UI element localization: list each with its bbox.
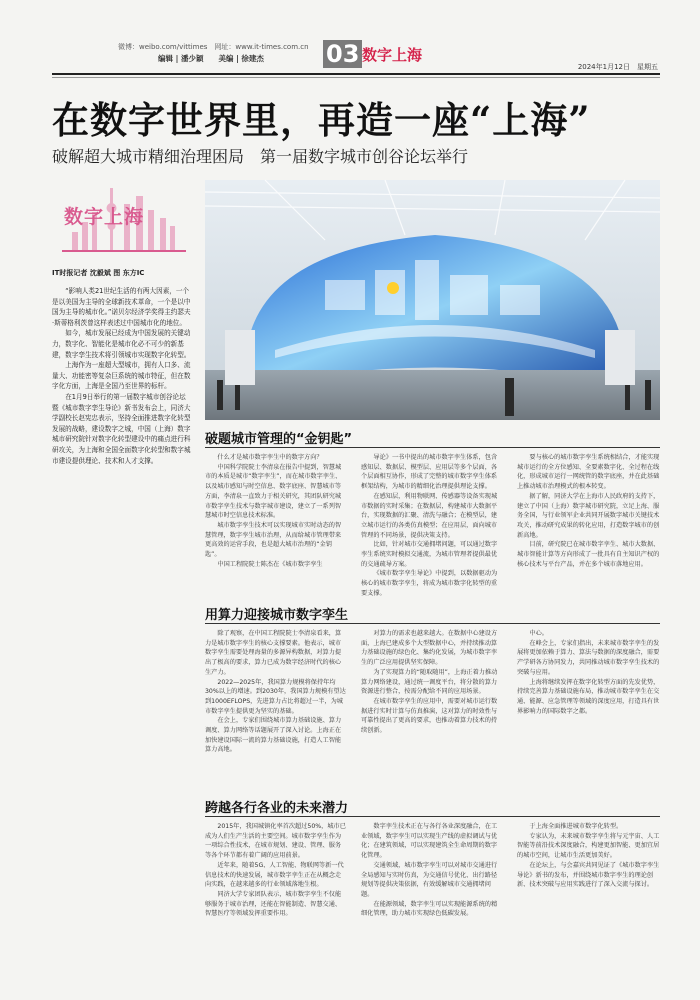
body-paragraph: 上海将继续发挥在数字化转型方面的先发优势，持续完善算力基础设施布局，推动城市数字孪生在交通、能源、应急管理等领域的深度应用，打造具有世界影响力的国际数字之都。 xyxy=(517,678,660,715)
body-paragraph: 比如，针对城市交通拥堵问题，可以通过数字孪生系统实时模拟交通流，为城市管理者提供最优的交通疏导方案。 xyxy=(361,541,498,568)
section-2-column-1 xyxy=(205,629,347,785)
lead-paragraph: “影响人类21世纪生活的有两大因素，一个是以美国为主导的全球新技术革命，一个是以中国为主导的城市化。”诺贝尔经济学奖得主约瑟夫·斯蒂格利茨曾这样表述过中国城市化的地位。 xyxy=(52,287,191,327)
lead-column xyxy=(52,286,192,466)
masthead-rule-thin xyxy=(52,77,660,78)
section-1-column-2 xyxy=(361,453,503,597)
section-3-column-2 xyxy=(361,822,503,990)
body-paragraph: 城市数字孪生技术可以实现城市实时动态的智慧管理，数字孪生城市治理，从而给城市管理带来更高效的运营手段，也是超大城市治理的“金钥匙”。 xyxy=(205,521,342,559)
body-paragraph: 什么才是城市数字孪生中的数字方向？ xyxy=(217,454,323,461)
exhibition-hall-image xyxy=(205,180,660,420)
body-paragraph: 在会上，专家们围绕城市算力基础设施、算力调度、算力网络等话题展开了深入讨论。上海正在加快建设国际一流的算力基础设施，打造人工智能算力高地。 xyxy=(205,717,342,754)
body-paragraph: 中国工程院院士陈杰在《城市数字孪生 xyxy=(217,560,323,568)
body-paragraph: 在能源领域，数字孪生可以实现能源系统的精细化管理，助力城市实现绿色低碳发展。 xyxy=(361,900,498,918)
masthead-editors: 编辑 | 潘少颖 美编 | 徐建杰 xyxy=(158,54,264,63)
section-title-3: 跨越各行各业的未来潜力 xyxy=(205,801,349,816)
body-paragraph: 近年来，随着5G、人工智能、物联网等新一代信息技术的快速发展，城市数字孪生正在从概念走向实践，在越来越多的行业领域落地生根。 xyxy=(205,861,344,889)
body-paragraph: 除了观察，在中国工程院院士李清泉看来，算力是城市数字孪生的核心支撑要素。他表示，城市数字孪生需要处理海量的多源异构数据，对算力提出了极高的要求，算力已成为数字经济时代的核心生产力。 xyxy=(205,630,342,676)
body-paragraph: 在感知层，利用物联网、传感器等设备实现城市数据的实时采集；在数据层，构建城市大数据平台，实现数据的汇聚、清洗与融合；在模型层，建立城市运行的各类仿真模型；在应用层，面向城市管理的不同场景，提供决策支持。 xyxy=(361,492,498,539)
body-paragraph: 2015年，我国城镇化率首次超过50%，城市已成为人们生产生活的主要空间。城市数字孪生作为一项综合性技术，在城市规划、建设、管理、服务等各个环节都有着广阔的应用前景。 xyxy=(205,823,346,860)
body-paragraph: 要与核心的城市数字孪生系统相结合，才能实现城市运行的全方位感知、全要素数字化、全过程在线化，形成城市运行一网统管的数字底座，并在此基础上推动城市治理模式的根本转变。 xyxy=(517,454,660,491)
lead-paragraph: 在1月9日举行的第一届数字城市创谷论坛暨《城市数字孪生导论》新书发布会上，同济大学副校长赵宪忠表示，坚持全面推进数字化转型发展的战略，建设数字之城，中国（上海）数字城市研究院针对数字化转型建设中的痛点进行科研攻关，为上海和全国全面数字化转型和数字城市建设提供理论、技术和人才支撑。 xyxy=(52,392,191,465)
issue-date: 2024年1月12日 星期五 xyxy=(577,63,658,71)
section-3-column-1 xyxy=(205,822,347,990)
section-2-column-2 xyxy=(361,629,503,785)
section-1-column-3 xyxy=(517,453,660,585)
body-paragraph: 在城市数字孪生的应用中，需要对城市运行数据进行实时计算与仿真推演，这对算力的时效性与可靠性提出了更高的要求，也推动着算力技术的持续创新。 xyxy=(361,697,498,735)
body-paragraph: 在峰会上，专家们指出，未来城市数字孪生的发展将更加依赖于算力、算法与数据的深度融合，需要产学研各方协同发力，共同推动城市数字孪生技术的突破与应用。 xyxy=(517,639,660,676)
section-title-1: 破题城市管理的“金钥匙” xyxy=(205,432,353,447)
section-rule xyxy=(205,447,660,448)
body-paragraph: 《城市数字孪生导论》中提到，以数据驱动为核心的城市数字孪生，将成为城市数字化转型的重要支撑。 xyxy=(361,570,498,597)
body-paragraph: 据了解，同济大学在上海市人民政府的支持下，建立了中国（上海）数字城市研究院，立足上海、服务全国，与行业领军企业共同开展数字城市关键技术攻关，推动研究成果的转化应用，打造数字城市的创新高地。 xyxy=(517,492,660,539)
section-3-column-3 xyxy=(517,822,660,990)
section-1-column-1 xyxy=(205,453,347,585)
body-paragraph: 中心。 xyxy=(529,630,548,637)
masthead-rule xyxy=(52,73,660,75)
byline: IT时报记者 沈毅斌 图 东方IC xyxy=(52,269,145,277)
body-paragraph: 数字孪生技术正在与各行各业深度融合，在工业领域，数字孪生可以实现生产线的虚拟调试与优化；在建筑领域，可以实现建筑全生命周期的数字化管理。 xyxy=(361,823,498,860)
section-title-2: 用算力迎接城市数字孪生 xyxy=(205,608,349,623)
body-paragraph: 中国科学院院士李清泉在报告中提到，智慧城市的本质是城市“数字孪生”，而在城市数字孪生、以及城市感知与时空信息、数字底座、智慧城市等方面，李清泉一直致力于相关研究，其团队研究城市数字孪生技术与数字城市建设，建立了一系列智慧城市时空信息技术标准。 xyxy=(205,463,342,520)
section-name: 数字上海 xyxy=(362,46,423,64)
masthead-web: 微博：weibo.com/vittimes 网址：www.it-times.com.cn xyxy=(118,43,309,51)
body-paragraph: 于上海全面推进城市数字化转型。 xyxy=(529,823,623,830)
masthead xyxy=(118,40,658,72)
exhibition-photo xyxy=(205,180,660,420)
lead-paragraph: 如今，城市发展已经成为中国发展的关键动力，数字化、智能化是城市化必不可少的新基建，数字孪生技术将引领城市实现数字化转型。 xyxy=(52,329,191,359)
subhead: 破解超大城市精细治理困局 第一届数字城市创谷论坛举行 xyxy=(52,147,469,166)
headline: 在数字世界里，再造一座“上海” xyxy=(52,98,591,142)
body-paragraph: 对算力的需求也越来越大。在数据中心建设方面，上海已建成多个大型数据中心，并持续推动算力基础设施的绿色化、集约化发展，为城市数字孪生的广泛应用提供坚实保障。 xyxy=(361,630,498,667)
body-paragraph: 2022—2025年，我国算力规模将保持年均30%以上的增速。到2030年，我国算力规模有望达到1000EFLOPS，先进算力占比将超过一半，为城市数字孪生提供更为坚实的基础。 xyxy=(205,678,346,715)
body-paragraph: 导论》一书中提出的城市数字孪生体系，包含感知层、数据层、模型层、应用层等多个层面，各个层面相互协作，形成了完整的城市数字孪生体系框架结构，为城市的精细化治理提供理论支撑。 xyxy=(361,454,498,491)
page-number: 03 xyxy=(323,40,362,68)
body-paragraph: 专家认为，未来城市数字孪生将与元宇宙、人工智能等前沿技术深度融合，构建更加智能、更加宜居的城市空间，让城市生活更加美好。 xyxy=(517,832,660,860)
section-2-column-3 xyxy=(517,629,660,785)
section-logo xyxy=(52,182,196,260)
section-rule xyxy=(205,816,660,817)
body-paragraph: 为了实现算力的“随取随用”，上海正着力推动算力网络建设，通过统一调度平台，将分散的算力资源进行整合，按需分配给不同的应用场景。 xyxy=(361,668,498,696)
body-paragraph: 交通领域，城市数字孪生可以对城市交通进行全局感知与实时仿真，为交通信号优化、出行路径规划等提供决策依据，有效缓解城市交通拥堵问题。 xyxy=(361,861,498,898)
lead-paragraph: 上海作为一座超大型城市，拥有人口多、流量大、功能密等复杂巨系统的城市特征，但在数字化方面，上海是全国乃至世界的标杆。 xyxy=(52,361,191,391)
logo-text: 数字上海 xyxy=(64,206,145,228)
body-paragraph: 在论坛上，与会嘉宾共同见证了《城市数字孪生导论》新书的发布，并围绕城市数字孪生的理论创新、技术突破与应用实践进行了深入交流与探讨。 xyxy=(517,861,660,889)
section-rule xyxy=(205,623,660,624)
body-paragraph: 目前，研究院已在城市数字孪生、城市大数据、城市智能计算等方向形成了一批具有自主知识产权的核心技术与平台产品，并在多个城市落地应用。 xyxy=(517,541,660,568)
body-paragraph: 同济大学专家团队表示，城市数字孪生不仅能够服务于城市治理，还能在智能制造、智慧交通、智慧医疗等领域发挥重要作用。 xyxy=(205,890,342,918)
